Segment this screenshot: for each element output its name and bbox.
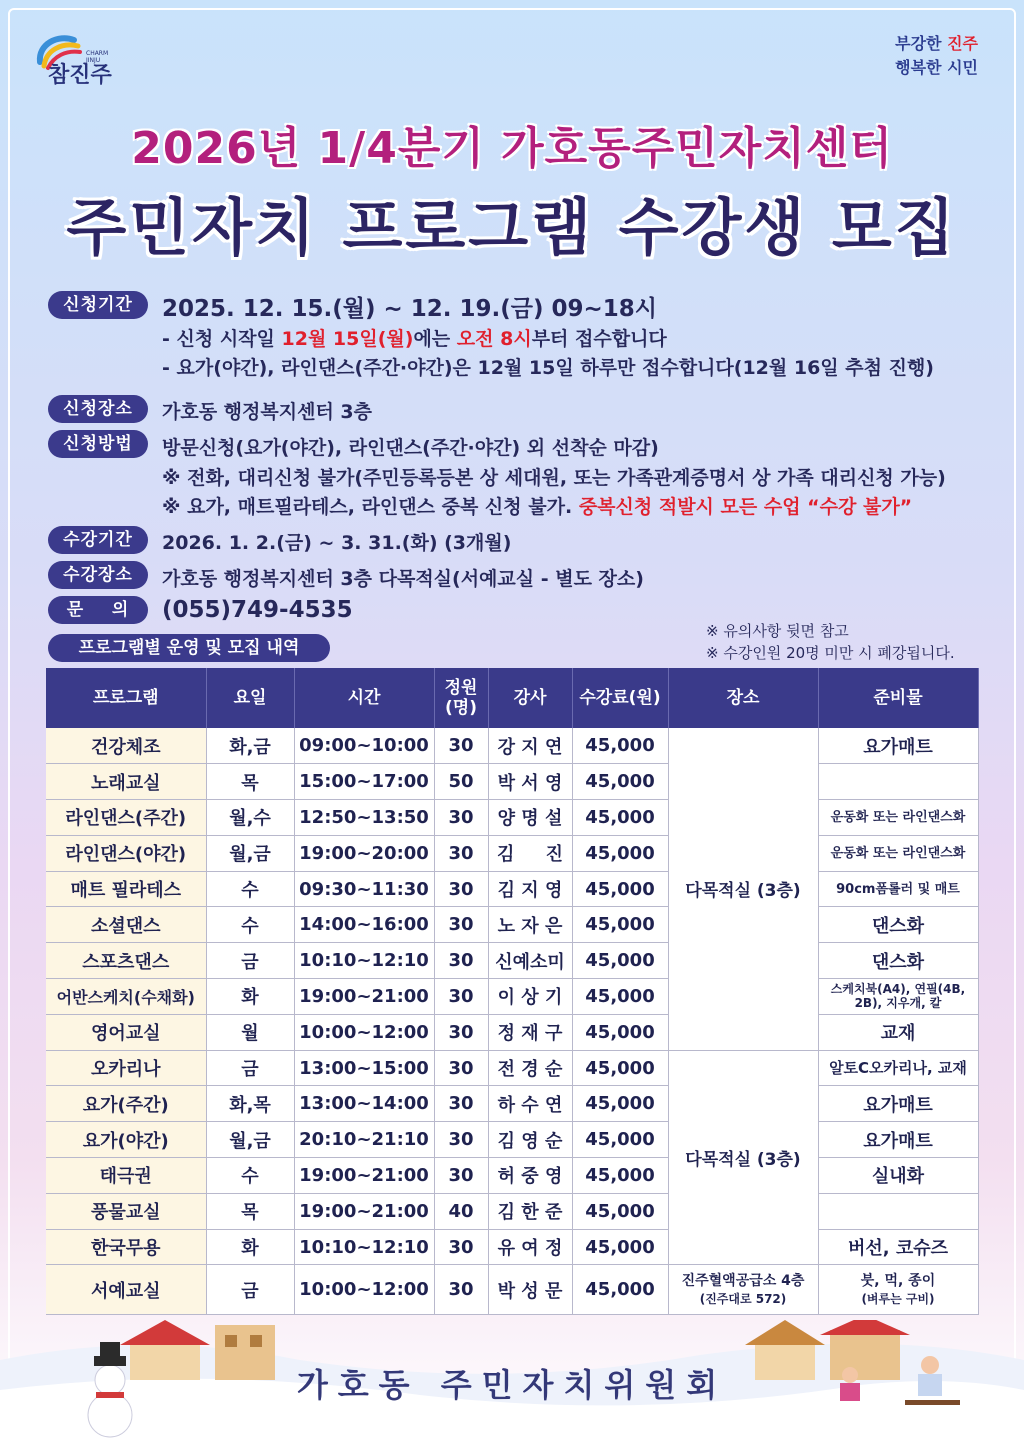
table-row [46, 1265, 978, 1315]
cell-fee: 45,000 [572, 835, 668, 871]
cell-day: 화 [206, 979, 294, 1015]
cell-day: 화,금 [206, 728, 294, 764]
cell-time: 10:10~12:10 [294, 1229, 434, 1265]
cell-program: 건강체조 [46, 728, 206, 764]
cell-program: 태극권 [46, 1158, 206, 1194]
title-line1: 2026년 1/4분기 가호동주민자치센터 [131, 123, 893, 174]
cell-teacher: 김 한 준 [488, 1193, 572, 1229]
cell-items: 운동화 또는 라인댄스화 [818, 800, 978, 836]
note-back-page: ※ 유의사항 뒷면 참고 [706, 622, 849, 640]
cell-fee: 45,000 [572, 871, 668, 907]
cell-time: 19:00~21:00 [294, 1193, 434, 1229]
cell-program: 스포츠댄스 [46, 943, 206, 979]
table-row [46, 835, 978, 871]
note1-b: 에는 [413, 328, 457, 350]
table-row [46, 1086, 978, 1122]
cell-fee: 45,000 [572, 728, 668, 764]
cell-day: 수 [206, 1158, 294, 1194]
cell-program: 한국무용 [46, 1229, 206, 1265]
cell-time: 10:10~12:10 [294, 943, 434, 979]
apply-period-note2: - 요가(야간), 라인댄스(주간·야간)은 12월 15일 하루만 접수합니다(12월 16일 추첨 진행) [162, 357, 934, 379]
cell-day: 수 [206, 907, 294, 943]
header-time: 시간 [294, 668, 434, 728]
cell-time: 12:50~13:50 [294, 800, 434, 836]
cell-day: 월,수 [206, 800, 294, 836]
table-row [46, 1050, 978, 1086]
table-header-row [46, 668, 978, 728]
cell-program: 서예교실 [46, 1265, 206, 1315]
cell-teacher: 유 여 정 [488, 1229, 572, 1265]
cell-cap: 30 [434, 943, 488, 979]
header-program: 프로그램 [46, 668, 206, 728]
cell-cap: 30 [434, 1086, 488, 1122]
apply-place-value: 가호동 행정복지센터 3층 [162, 401, 372, 423]
table-row [46, 1193, 978, 1229]
cell-teacher: 양 명 설 [488, 800, 572, 836]
apply-method-line2: ※ 전화, 대리신청 불가(주민등록등본 상 세대원, 또는 가족관계증명서 상 가족 대리신청 가능) [162, 467, 946, 489]
cell-place-group2: 다목적실 (3층) [668, 1050, 818, 1265]
note1-c: 부터 접수합니다 [531, 328, 667, 350]
cell-day: 월,금 [206, 835, 294, 871]
cell-fee: 45,000 [572, 764, 668, 800]
logo-brand-en: CHARM JINJU [86, 50, 109, 64]
city-slogan [895, 32, 978, 80]
cell-day: 월,금 [206, 1122, 294, 1158]
header-cap1: 정원 [444, 678, 478, 698]
cell-cap: 30 [434, 907, 488, 943]
cell-program: 요가(주간) [46, 1086, 206, 1122]
program-table [46, 668, 979, 1315]
cell-fee: 45,000 [572, 1086, 668, 1122]
cell-teacher: 허 중 영 [488, 1158, 572, 1194]
table-row [46, 943, 978, 979]
cell-time: 19:00~21:00 [294, 1158, 434, 1194]
title-line2: 주민자치 프로그램 수강생 모집 [66, 191, 958, 264]
cell-day: 수 [206, 871, 294, 907]
table-row [46, 1158, 978, 1194]
cell-fee: 45,000 [572, 1050, 668, 1086]
cell-fee: 45,000 [572, 800, 668, 836]
cell-teacher: 김 진 [488, 835, 572, 871]
cell-cap: 30 [434, 800, 488, 836]
cell-items: 스케치북(A4), 연필(4B, 2B), 지우개, 칼 [818, 979, 978, 1015]
cell-cap: 30 [434, 1265, 488, 1315]
table-row [46, 907, 978, 943]
header-day: 요일 [206, 668, 294, 728]
cell-teacher: 전 경 순 [488, 1050, 572, 1086]
cell-teacher: 신예소미 [488, 943, 572, 979]
cell-cap: 30 [434, 835, 488, 871]
note1-red2: 오전 8시 [456, 328, 532, 350]
cell-fee: 45,000 [572, 1193, 668, 1229]
cell-program: 라인댄스(주간) [46, 800, 206, 836]
apply-method-label: 신청방법 [48, 430, 148, 458]
cell-time: 19:00~21:00 [294, 979, 434, 1015]
cell-teacher: 하 수 연 [488, 1086, 572, 1122]
header-place: 장소 [668, 668, 818, 728]
logo-brand: 참진주 [48, 63, 112, 88]
cell-place-last [668, 1265, 818, 1315]
cell-cap: 30 [434, 1050, 488, 1086]
cell-program: 라인댄스(야간) [46, 835, 206, 871]
cell-time: 10:00~12:00 [294, 1265, 434, 1315]
cell-teacher: 박 서 영 [488, 764, 572, 800]
cell-cap: 30 [434, 1122, 488, 1158]
cell-fee: 45,000 [572, 1122, 668, 1158]
cell-cap: 30 [434, 728, 488, 764]
course-period-label: 수강기간 [48, 526, 148, 554]
cell-program: 노래교실 [46, 764, 206, 800]
cell-program: 풍물교실 [46, 1193, 206, 1229]
header-fee: 수강료(원) [572, 668, 668, 728]
header-capacity [434, 668, 488, 728]
method-line3-red: 중복신청 적발시 모든 수업 “수강 불가” [578, 496, 913, 518]
table-row [46, 979, 978, 1015]
cell-program: 매트 필라테스 [46, 871, 206, 907]
cell-program: 요가(야간) [46, 1122, 206, 1158]
cell-teacher: 이 상 기 [488, 979, 572, 1015]
cell-items: 요가매트 [818, 1122, 978, 1158]
cell-cap: 30 [434, 1229, 488, 1265]
cell-teacher: 김 영 순 [488, 1122, 572, 1158]
slogan-line1-prefix: 부강한 [895, 34, 948, 53]
header-cap2: (명) [445, 698, 477, 718]
course-place-label: 수강장소 [48, 561, 148, 589]
cell-items: 실내화 [818, 1158, 978, 1194]
cell-fee: 45,000 [572, 1158, 668, 1194]
cell-items: 요가매트 [818, 1086, 978, 1122]
cell-time: 10:00~12:00 [294, 1014, 434, 1050]
contact-value: (055)749-4535 [162, 597, 353, 623]
cell-teacher: 김 지 영 [488, 871, 572, 907]
cell-day: 목 [206, 1193, 294, 1229]
cell-items: 알토C오카리나, 교재 [818, 1050, 978, 1086]
cell-time: 09:00~10:00 [294, 728, 434, 764]
cell-teacher: 강 지 연 [488, 728, 572, 764]
apply-period-label: 신청기간 [48, 291, 148, 319]
cell-program: 영어교실 [46, 1014, 206, 1050]
cell-time: 13:00~14:00 [294, 1086, 434, 1122]
note-cancel-threshold: ※ 수강인원 20명 미만 시 폐강됩니다. [706, 644, 955, 662]
cell-items: 댄스화 [818, 907, 978, 943]
cell-items: 90cm폼롤러 및 매트 [818, 871, 978, 907]
contact-label: 문 의 [48, 596, 148, 624]
cell-program: 소셜댄스 [46, 907, 206, 943]
cell-program: 오카리나 [46, 1050, 206, 1086]
slogan-line1-highlight: 진주 [947, 34, 978, 53]
table-row [46, 1014, 978, 1050]
cell-day: 금 [206, 943, 294, 979]
cell-place-group1: 다목적실 (3층) [668, 728, 818, 1050]
cell-time: 15:00~17:00 [294, 764, 434, 800]
cell-fee: 45,000 [572, 979, 668, 1015]
city-logo [34, 28, 124, 90]
apply-method-line3 [162, 492, 912, 519]
table-row [46, 1122, 978, 1158]
place-last-line1: 진주혈액공급소 4층 [681, 1272, 805, 1289]
cell-time: 20:10~21:10 [294, 1122, 434, 1158]
cell-fee: 45,000 [572, 1229, 668, 1265]
table-row [46, 728, 978, 764]
method-line3-a: ※ 요가, 매트필라테스, 라인댄스 중복 신청 불가. [162, 496, 579, 518]
note1-a: - 신청 시작일 [162, 328, 282, 350]
table-row [46, 764, 978, 800]
cell-cap: 30 [434, 1158, 488, 1194]
cell-cap: 30 [434, 1014, 488, 1050]
cell-fee: 45,000 [572, 943, 668, 979]
cell-items: 버선, 코슈즈 [818, 1229, 978, 1265]
cell-items: 운동화 또는 라인댄스화 [818, 835, 978, 871]
cell-items [818, 1193, 978, 1229]
cell-items: 교재 [818, 1014, 978, 1050]
cell-teacher: 정 재 구 [488, 1014, 572, 1050]
cell-day: 화 [206, 1229, 294, 1265]
apply-method-line1: 방문신청(요가(야간), 라인댄스(주간·야간) 외 선착순 마감) [162, 437, 659, 459]
place-last-line2: (진주대로 572) [699, 1291, 787, 1306]
cell-time: 13:00~15:00 [294, 1050, 434, 1086]
course-period-value: 2026. 1. 2.(금) ~ 3. 31.(화) (3개월) [162, 532, 512, 554]
cell-program: 어반스케치(수채화) [46, 979, 206, 1015]
apply-period-note1 [162, 324, 667, 351]
program-section-label: 프로그램별 운영 및 모집 내역 [48, 634, 330, 662]
cell-items: 요가매트 [818, 728, 978, 764]
slogan-line2-highlight: 시민 [947, 58, 978, 77]
items-last-line2: (벼루는 구비) [861, 1291, 935, 1306]
header-items: 준비물 [818, 668, 978, 728]
cell-time: 14:00~16:00 [294, 907, 434, 943]
cell-fee: 45,000 [572, 1014, 668, 1050]
table-row [46, 800, 978, 836]
cell-day: 금 [206, 1265, 294, 1315]
cell-cap: 30 [434, 871, 488, 907]
cell-time: 09:30~11:30 [294, 871, 434, 907]
table-row [46, 1229, 978, 1265]
cell-teacher: 노 자 은 [488, 907, 572, 943]
cell-cap: 30 [434, 979, 488, 1015]
items-last-line1: 붓, 먹, 종이 [860, 1272, 936, 1289]
apply-place-label: 신청장소 [48, 395, 148, 423]
header-teacher: 강사 [488, 668, 572, 728]
cell-cap: 40 [434, 1193, 488, 1229]
table-row [46, 871, 978, 907]
cell-day: 화,목 [206, 1086, 294, 1122]
cell-time: 19:00~20:00 [294, 835, 434, 871]
footer-organization: 가호동 주민자치위원회 [296, 1366, 728, 1404]
cell-cap: 50 [434, 764, 488, 800]
note1-red1: 12월 15일(월) [281, 328, 414, 350]
cell-fee: 45,000 [572, 1265, 668, 1315]
course-place-value: 가호동 행정복지센터 3층 다목적실(서예교실 - 별도 장소) [162, 568, 644, 590]
cell-day: 목 [206, 764, 294, 800]
cell-teacher: 박 성 문 [488, 1265, 572, 1315]
slogan-line2-prefix: 행복한 [895, 58, 948, 77]
cell-day: 금 [206, 1050, 294, 1086]
cell-items [818, 764, 978, 800]
cell-items [818, 1265, 978, 1315]
cell-day: 월 [206, 1014, 294, 1050]
apply-period-main: 2025. 12. 15.(월) ~ 12. 19.(금) 09~18시 [162, 296, 658, 322]
cell-items: 댄스화 [818, 943, 978, 979]
cell-fee: 45,000 [572, 907, 668, 943]
